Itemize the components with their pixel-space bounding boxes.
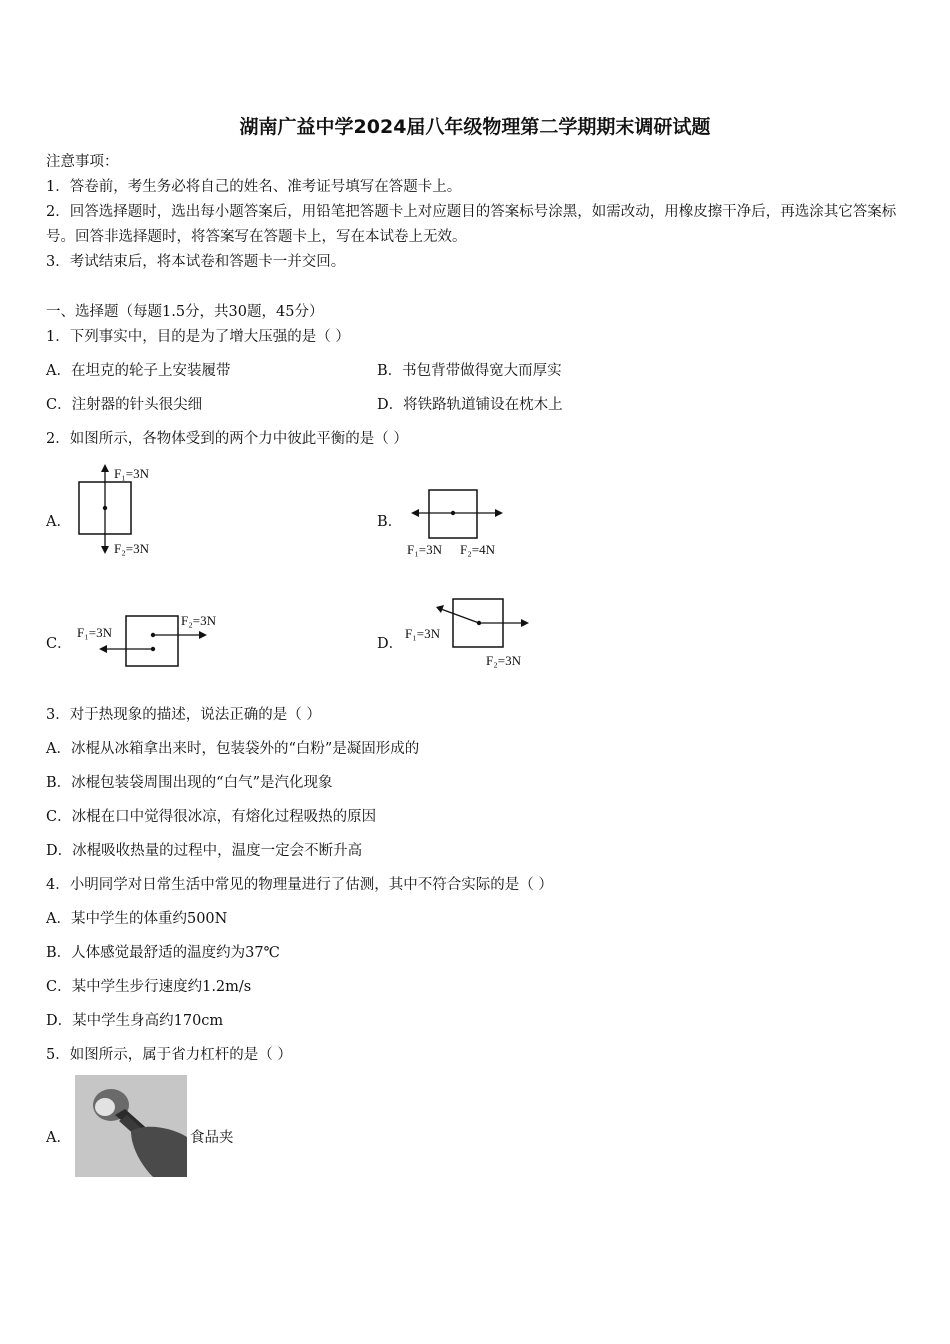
- q1-option-b: B．书包背带做得宽大而厚实: [377, 363, 562, 379]
- q3-option-a: A．冰棍从冰箱拿出来时，包装袋外的“白粉”是凝固形成的: [46, 741, 420, 757]
- q4-option-a: A．某中学生的体重约500N: [46, 911, 228, 927]
- q5-option-a-caption: 食品夹: [190, 1130, 234, 1146]
- q1-stem: 1．下列事实中，目的是为了增大压强的是（ ）: [46, 329, 350, 345]
- food-item: [95, 1098, 115, 1116]
- force-label-f2: F₂=3N: [486, 653, 521, 668]
- arrow-right: [521, 619, 529, 627]
- section-heading: 一、选择题（每题1.5分，共30题，45分）: [46, 304, 324, 320]
- force-label-f1: F₁=3N: [114, 466, 149, 481]
- force-line-f1: [441, 609, 479, 623]
- q1-option-d: D．将铁路轨道铺设在枕木上: [377, 397, 563, 413]
- arrow-up: [101, 464, 109, 472]
- box: [126, 616, 178, 666]
- q3-option-b: B．冰棍包装袋周围出现的“白气”是汽化现象: [46, 775, 333, 791]
- force-label-f1: F₁=3N: [407, 542, 442, 557]
- q4-stem: 4．小明同学对日常生活中常见的物理量进行了估测，其中不符合实际的是（ ）: [46, 877, 553, 893]
- q2-stem: 2．如图所示，各物体受到的两个力中彼此平衡的是（ ）: [46, 431, 408, 447]
- arrow-right: [199, 631, 207, 639]
- q2-label-b: B．: [377, 514, 403, 530]
- q4-option-b: B．人体感觉最舒适的温度约为37℃: [46, 945, 280, 961]
- force-label-f1: F₁=3N: [77, 625, 112, 640]
- food-tongs-photo: [75, 1075, 187, 1177]
- notice-item-1: 1．答卷前，考生务必将自己的姓名、准考证号填写在答题卡上。: [46, 179, 462, 195]
- point: [103, 506, 107, 510]
- q2-label-c: C．: [46, 636, 72, 652]
- point: [151, 633, 155, 637]
- force-label-f2: F₂=3N: [181, 613, 216, 628]
- q1-option-a: A．在坦克的轮子上安装履带: [46, 363, 231, 379]
- arrow-down: [101, 546, 109, 554]
- notice-item-3: 3．考试结束后，将本试卷和答题卡一并交回。: [46, 254, 346, 270]
- q4-option-c: C．某中学生步行速度约1.2m/s: [46, 979, 252, 995]
- q2-diagram-a: [70, 460, 180, 560]
- q4-option-d: D．某中学生身高约170cm: [46, 1013, 224, 1029]
- q2-label-d: D．: [377, 636, 404, 652]
- q2-diagram-c: [75, 608, 235, 673]
- notice-heading: 注意事项：: [46, 154, 119, 170]
- arrow-left: [99, 645, 107, 653]
- point: [451, 511, 455, 515]
- q5-label-a: A．: [46, 1130, 71, 1146]
- force-label-f2: F₂=4N: [460, 542, 495, 557]
- q3-stem: 3．对于热现象的描述，说法正确的是（ ）: [46, 707, 321, 723]
- q1-option-c: C．注射器的针头很尖细: [46, 397, 203, 413]
- q2-diagram-b: [405, 480, 515, 565]
- arrow-right: [495, 509, 503, 517]
- q2-label-a: A．: [46, 514, 71, 530]
- q2-diagram-d: [403, 595, 543, 673]
- point: [477, 621, 481, 625]
- arrow-left: [411, 509, 419, 517]
- force-label-f2: F₂=3N: [114, 541, 149, 556]
- q5-stem: 5．如图所示，属于省力杠杆的是（ ）: [46, 1047, 292, 1063]
- notice-item-2: 2．回答选择题时，选出每小题答案后，用铅笔把答题卡上对应题目的答案标号涂黑，如需改动，用橡皮擦干净后，再选涂其它答案标号。回答非选择题时，将答案写在答题卡上，写在本试卷上无效。: [46, 204, 897, 245]
- q3-option-d: D．冰棍吸收热量的过程中，温度一定会不断升高: [46, 843, 363, 859]
- page-title: 湖南广益中学2024届八年级物理第二学期期末调研试题: [239, 116, 711, 138]
- q3-option-c: C．冰棍在口中觉得很冰凉，有熔化过程吸热的原因: [46, 809, 377, 825]
- force-label-f1: F₁=3N: [405, 626, 440, 641]
- point: [151, 647, 155, 651]
